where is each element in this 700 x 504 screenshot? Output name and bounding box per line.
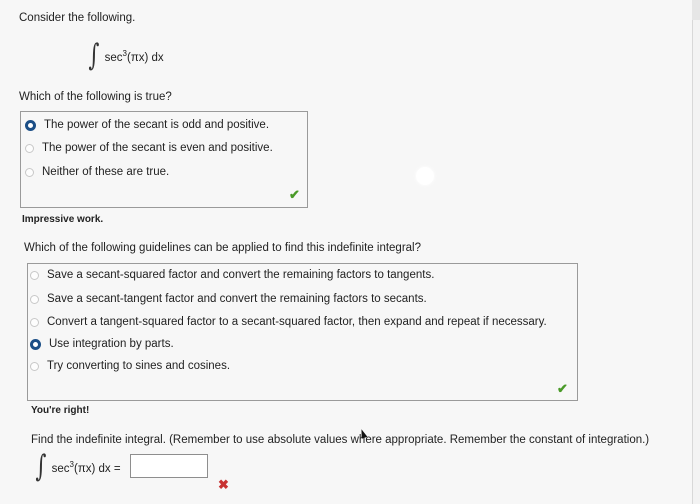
scrollbar-stub[interactable]: [692, 0, 700, 20]
q1-option-even[interactable]: The power of the secant is even and positive.: [25, 142, 273, 154]
q1-prompt: Which of the following is true?: [19, 91, 172, 103]
q1-option-neither[interactable]: Neither of these are true.: [25, 166, 169, 178]
integral-sign-icon: ∫: [35, 449, 47, 484]
q3-prompt: Find the indefinite integral. (Remember to use absolute values where appropriate. Remember the constant of integration.): [31, 434, 650, 446]
intro-text: Consider the following.: [19, 12, 136, 24]
integral-expression: $\sec^3(\pi x)$ dx: [104, 48, 164, 64]
radio-icon[interactable]: [25, 144, 34, 153]
radio-icon[interactable]: [30, 295, 39, 304]
x-mark-icon: ✖: [218, 477, 229, 492]
radio-selected-icon[interactable]: [30, 339, 41, 350]
q2-feedback: You're right!: [31, 405, 90, 416]
q2-option-secant-squared[interactable]: Save a secant-squared factor and convert the remaining factors to tangents.: [30, 269, 434, 281]
radio-icon[interactable]: [30, 318, 39, 327]
radio-icon[interactable]: [30, 271, 39, 280]
radio-icon[interactable]: [30, 362, 39, 371]
q2-option-tangent-squared[interactable]: Convert a tangent-squared factor to a secant-squared factor, then expand and repeat if necessary.: [30, 316, 547, 328]
q2-option-integration-by-parts[interactable]: Use integration by parts.: [30, 338, 174, 350]
checkmark-icon: ✔: [289, 187, 300, 202]
integral-sign-icon: ∫: [88, 38, 100, 73]
q2-prompt: Which of the following guidelines can be applied to find this indefinite integral?: [24, 242, 422, 254]
integral-display: [86, 38, 164, 73]
answer-integral-expression: $\sec^3(\pi x)$ dx =: [51, 459, 121, 475]
q2-option-secant-tangent[interactable]: Save a secant-tangent factor and convert the remaining factors to secants.: [30, 293, 427, 305]
checkmark-icon: ✔: [557, 381, 568, 396]
q2-option-sines-cosines[interactable]: Try converting to sines and cosines.: [30, 360, 230, 372]
q1-feedback: Impressive work.: [22, 214, 104, 225]
answer-input[interactable]: [130, 454, 208, 478]
radio-icon[interactable]: [25, 168, 34, 177]
q2-options-box: [27, 263, 578, 401]
glare-blob: [416, 167, 434, 185]
answer-integral: [33, 449, 121, 484]
radio-selected-icon[interactable]: [25, 120, 36, 131]
q1-option-odd[interactable]: The power of the secant is odd and positive.: [25, 119, 269, 131]
